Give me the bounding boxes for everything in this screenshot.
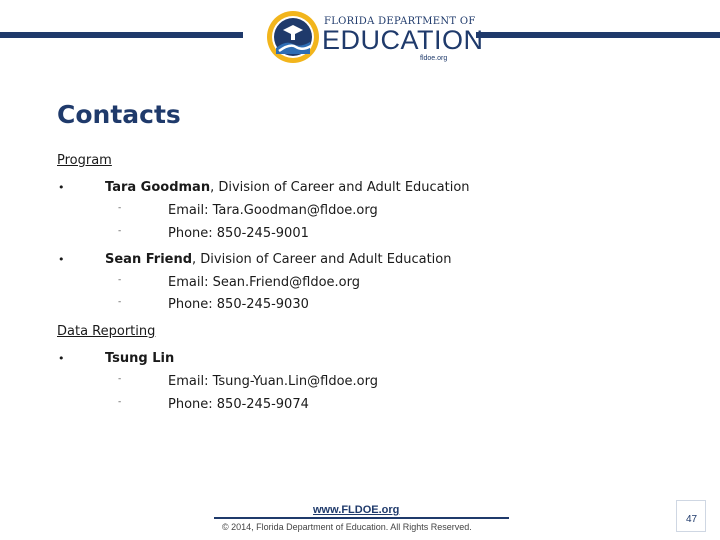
seal-icon	[266, 10, 320, 64]
contact-division: , Division of Career and Adult Education	[192, 252, 452, 267]
page-number: 47	[686, 514, 698, 525]
logo-top-text: FLORIDA DEPARTMENT OF	[324, 16, 476, 27]
logo-main-text: EDUCATION	[322, 25, 484, 55]
sub-bullet-dash: -	[118, 297, 122, 307]
contact-phone: Phone: 850-245-9001	[168, 226, 309, 241]
section-heading-data-reporting: Data Reporting	[57, 324, 156, 339]
sub-bullet-dash: -	[118, 397, 122, 407]
contact-name: Tsung Lin	[105, 351, 175, 366]
contact-phone: Phone: 850-245-9030	[168, 297, 309, 312]
contact-phone: Phone: 850-245-9074	[168, 397, 309, 412]
contact-email[interactable]: Email: Tsung-Yuan.Lin@fldoe.org	[168, 374, 378, 389]
logo-sub-text: fldoe.org	[420, 55, 448, 62]
bullet: •	[58, 352, 65, 365]
contact-name-line	[105, 252, 451, 267]
footer-copyright: © 2014, Florida Department of Education. All Rights Reserved.	[222, 522, 472, 532]
contact-email[interactable]: Email: Sean.Friend@fldoe.org	[168, 275, 360, 290]
contact-division: , Division of Career and Adult Education	[210, 180, 470, 195]
contact-name: Tara Goodman	[105, 180, 211, 195]
contact-name-line	[105, 180, 470, 195]
contact-name: Sean Friend	[105, 252, 193, 267]
header-bar-right	[476, 32, 720, 38]
bullet: •	[58, 253, 65, 266]
fldoe-logo[interactable]	[266, 8, 484, 64]
footer-website-link[interactable]: www.FLDOE.org	[313, 504, 400, 516]
header-bar-left	[0, 32, 243, 38]
footer-divider	[214, 517, 509, 519]
contact-name-line	[105, 351, 174, 366]
section-heading-program: Program	[57, 153, 112, 168]
sub-bullet-dash: -	[118, 275, 122, 285]
sub-bullet-dash: -	[118, 226, 122, 236]
contact-email[interactable]: Email: Tara.Goodman@fldoe.org	[168, 203, 378, 218]
bullet: •	[58, 181, 65, 194]
sub-bullet-dash: -	[118, 374, 122, 384]
sub-bullet-dash: -	[118, 203, 122, 213]
page-title: Contacts	[57, 100, 181, 129]
